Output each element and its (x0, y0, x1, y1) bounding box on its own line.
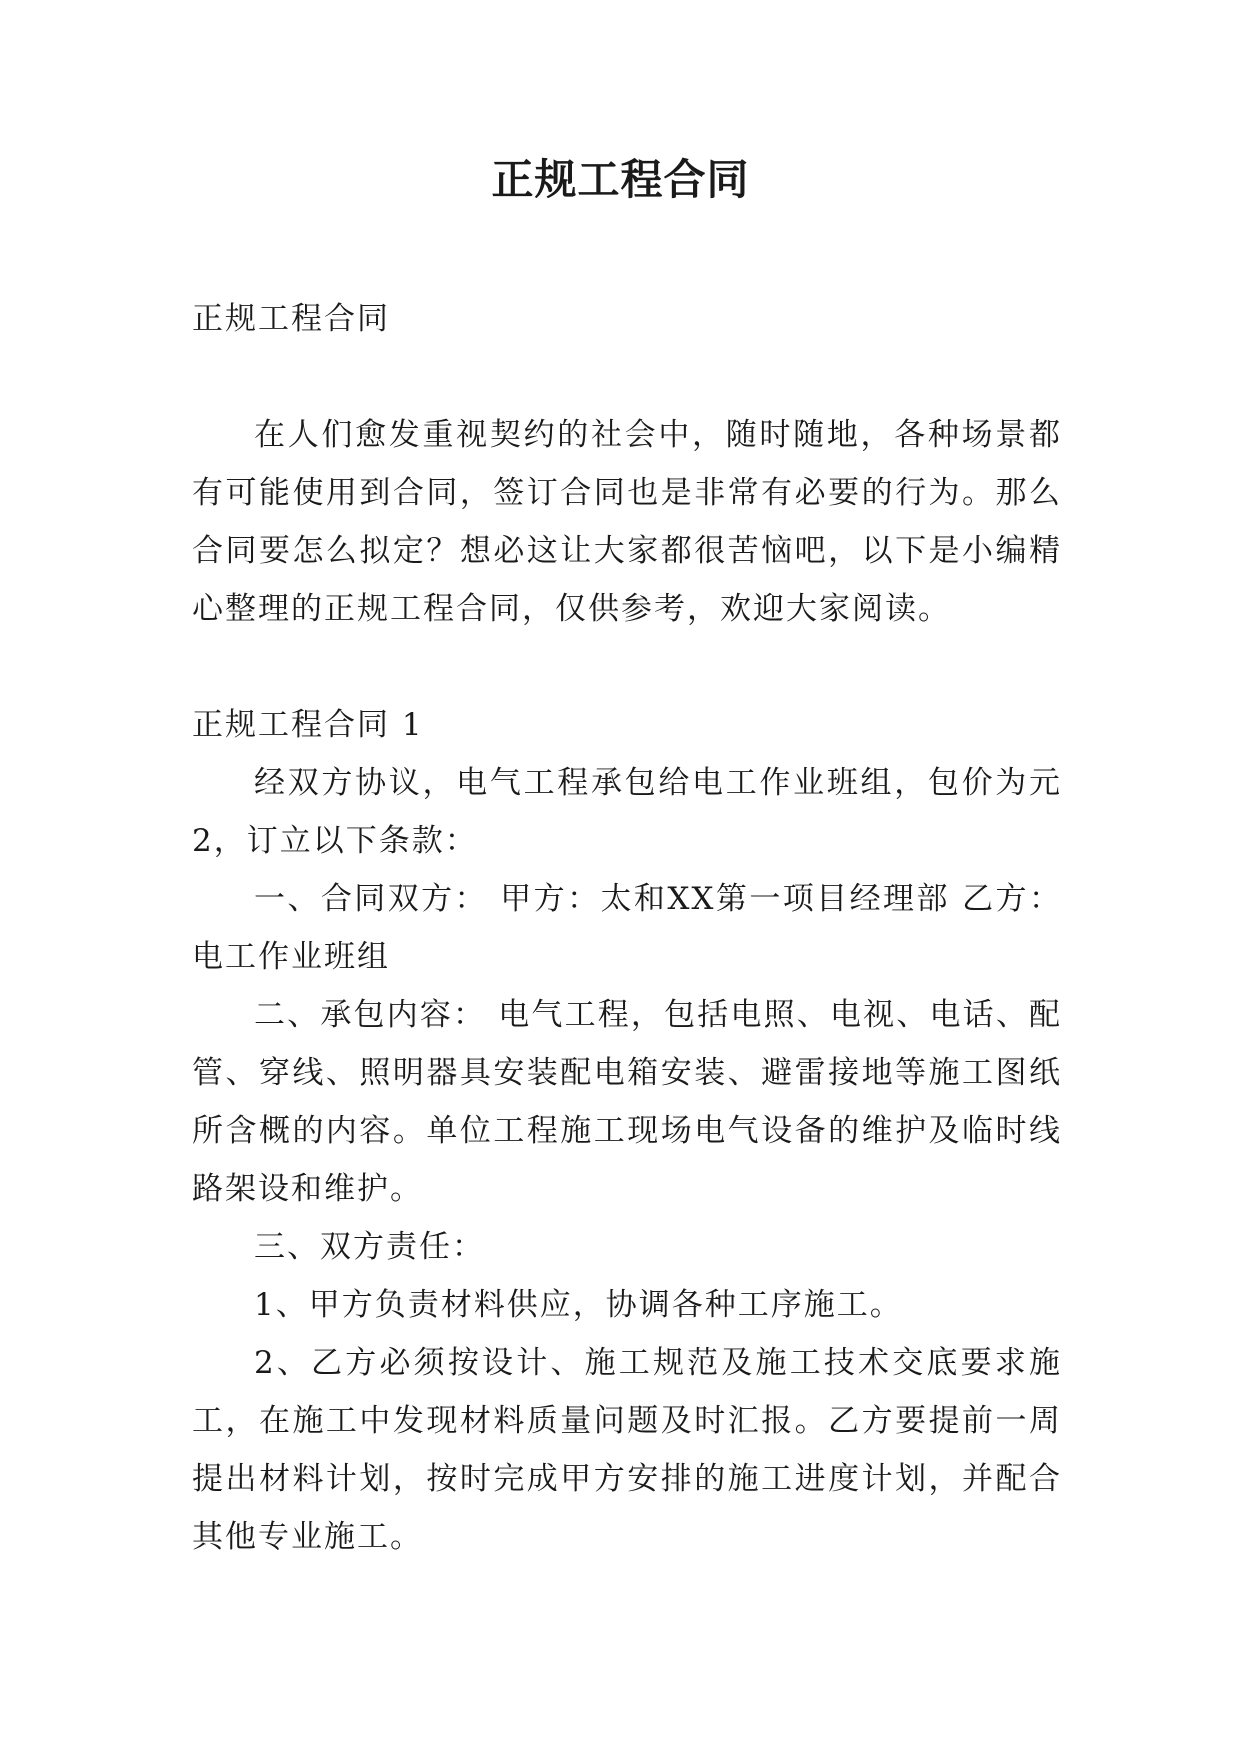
section-heading: 正规工程合同 1 (192, 707, 424, 743)
contract-paragraph: 一、合同双方： 甲方：太和XX第一项目经理部 乙方：电工作业班组 (192, 881, 1062, 975)
contract-paragraph: 二、承包内容： 电气工程，包括电照、电视、电话、配管、穿线、照明器具安装配电箱安装、避雷接地等施工图纸所含概的内容。单位工程施工现场电气设备的维护及临时线路架设和维护。 (192, 997, 1062, 1207)
contract-paragraph: 经双方协议，电气工程承包给电工作业班组，包价为元2，订立以下条款： (192, 765, 1062, 859)
contract-paragraph: 三、双方责任： (254, 1229, 485, 1265)
document-subtitle: 正规工程合同 (192, 301, 390, 337)
contract-paragraph: 2、乙方必须按设计、施工规范及施工技术交底要求施工，在施工中发现材料质量问题及时汇报。乙方要提前一周提出材料计划，按时完成甲方安排的施工进度计划，并配合其他专业施工。 (192, 1345, 1062, 1555)
intro-paragraph: 在人们愈发重视契约的社会中，随时随地，各种场景都有可能使用到合同，签订合同也是非常有必要的行为。那么合同要怎么拟定？想必这让大家都很苦恼吧，以下是小编精心整理的正规工程合同，仅供参考，欢迎大家阅读。 (192, 417, 1062, 627)
document-title: 正规工程合同 (491, 155, 750, 204)
document-body (192, 290, 1062, 1566)
contract-paragraph: 1、甲方负责材料供应，协调各种工序施工。 (254, 1287, 903, 1323)
